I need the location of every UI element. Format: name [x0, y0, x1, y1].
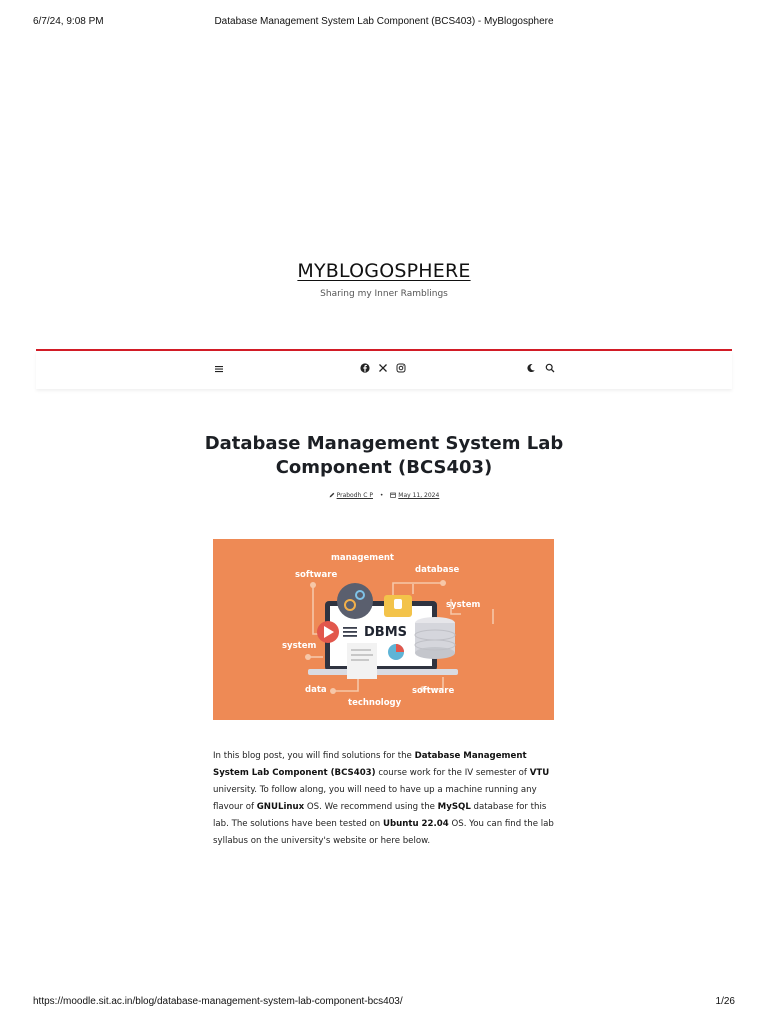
- calendar-icon: [390, 492, 396, 498]
- image-label-management: management: [331, 553, 394, 563]
- post-meta: [0, 492, 768, 499]
- image-label-software-top: software: [295, 570, 338, 580]
- print-url: https://moodle.sit.ac.in/blog/database-management-system-lab-component-bcs403/: [33, 996, 403, 1007]
- featured-image-dbms: [213, 539, 554, 720]
- social-links: [360, 363, 406, 377]
- post-title: Database Management System Lab Component (BCS403): [204, 433, 564, 478]
- site-tagline: Sharing my Inner Ramblings: [320, 289, 448, 299]
- x-twitter-icon[interactable]: [378, 363, 388, 373]
- print-page-number: 1/26: [715, 996, 735, 1007]
- search-icon[interactable]: [545, 363, 555, 373]
- image-label-database: database: [415, 565, 460, 575]
- image-label-dbms: DBMS: [364, 625, 407, 640]
- print-header: [33, 16, 735, 30]
- nav-tools: [526, 363, 555, 373]
- body-bold-gnulinux: GNULinux: [256, 802, 305, 812]
- image-label-system-right: system: [446, 600, 481, 610]
- facebook-icon[interactable]: [360, 363, 370, 373]
- instagram-icon[interactable]: [396, 363, 406, 373]
- body-text-5: database for this lab. The solutions have been tested on: [213, 802, 547, 829]
- body-bold-mysql: MySQL: [437, 802, 471, 812]
- dark-mode-moon-icon[interactable]: [526, 363, 536, 373]
- site-title-link[interactable]: MYBLOGOSPHERE: [297, 260, 471, 282]
- image-label-software-bottom: software: [412, 686, 455, 696]
- navbar: [36, 351, 732, 389]
- hamburger-menu-icon[interactable]: [214, 364, 224, 374]
- print-datetime: 6/7/24, 9:08 PM: [33, 16, 104, 27]
- post-date-link[interactable]: May 11, 2024: [398, 492, 440, 499]
- meta-separator-dot: •: [379, 492, 384, 499]
- body-bold-vtu: VTU: [529, 768, 550, 778]
- print-document-title: Database Management System Lab Component (BCS403) - MyBlogosphere: [214, 16, 554, 27]
- image-label-technology: technology: [348, 698, 402, 708]
- author-pen-icon: [329, 492, 335, 498]
- image-label-system-left: system: [282, 641, 317, 651]
- print-footer: [33, 996, 735, 1010]
- body-text-4: OS. We recommend using the: [304, 802, 438, 812]
- body-bold-ubuntu: Ubuntu 22.04: [382, 819, 449, 829]
- author-link[interactable]: Prabodh C P: [336, 492, 373, 499]
- body-text-6: OS. You can find the lab syllabus on the university's website or here below.: [213, 819, 554, 846]
- body-text-2: course work for the IV semester of: [375, 768, 530, 778]
- body-text-3: university. To follow along, you will need to have up a machine running any flavour of: [213, 785, 537, 812]
- body-bold-course: Database Management System Lab Component (BCS403): [213, 751, 527, 778]
- body-text-1: In this blog post, you will find solutions for the: [213, 751, 415, 761]
- post-body-paragraph: [213, 748, 554, 850]
- image-label-data: data: [305, 685, 327, 695]
